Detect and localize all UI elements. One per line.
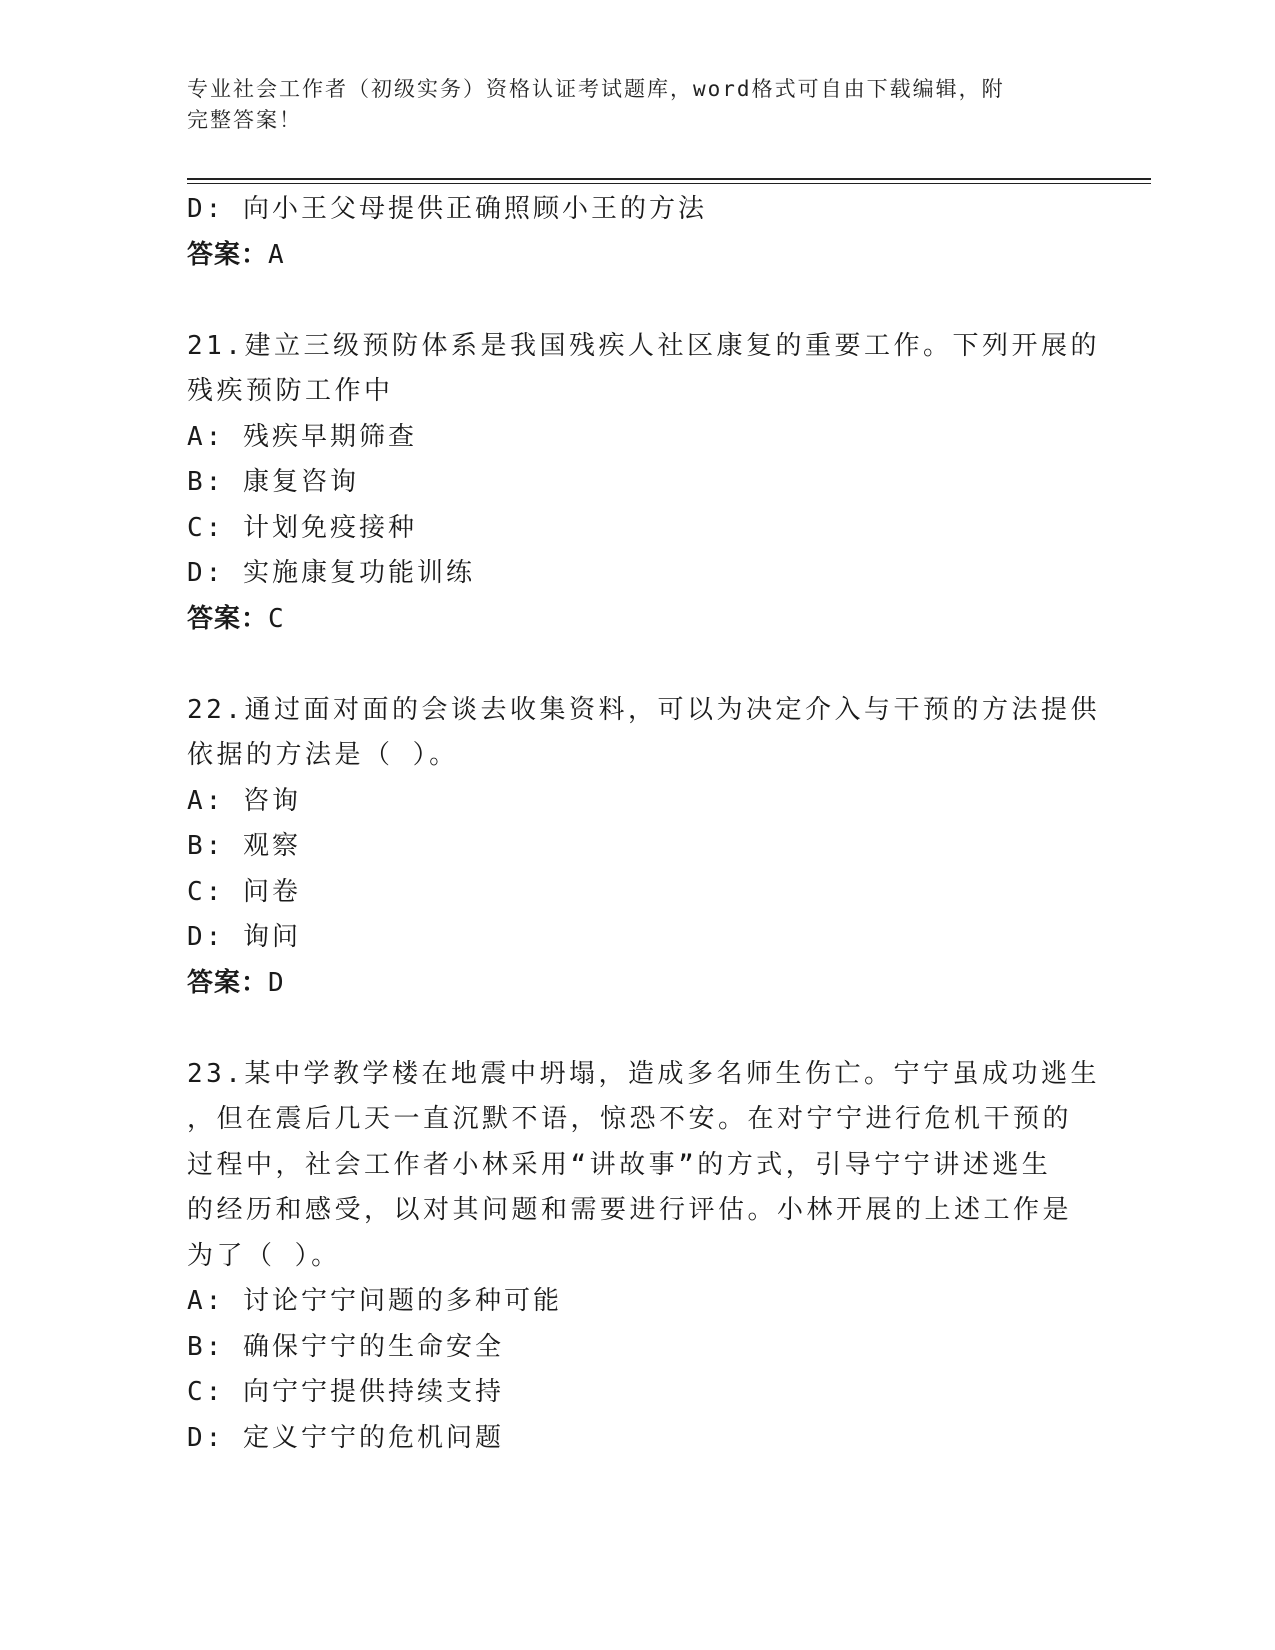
option-d: D: 定义宁宁的危机问题 [187, 1422, 504, 1453]
header-rule-thin [187, 183, 1151, 184]
page-header [187, 74, 1067, 136]
answer-line [187, 961, 1087, 1007]
option-a: A: 讨论宁宁问题的多种可能 [187, 1286, 562, 1316]
question-stem-line: 为了（ ）。 [187, 1240, 341, 1271]
answer-line [187, 233, 1087, 279]
answer-label: 答案： [187, 239, 269, 270]
answer-value: D [268, 967, 285, 998]
question-stem-line: 依据的方法是（ ）。 [187, 740, 459, 770]
answer-label: 答案： [187, 967, 269, 998]
answer-label: 答案： [187, 603, 269, 634]
question-stem-line: 22.通过面对面的会谈去收集资料，可以为决定介入与干预的方法提供 [187, 694, 1100, 725]
option-a: A: 残疾早期筛查 [187, 421, 417, 452]
option-b: B: 康复咨询 [187, 467, 359, 497]
option-b: B: 确保宁宁的生命安全 [187, 1331, 504, 1362]
question-stem-line: 23.某中学教学楼在地震中坍塌，造成多名师生伤亡。宁宁虽成功逃生 [187, 1058, 1100, 1089]
question-stem-line: 残疾预防工作中 [187, 376, 394, 406]
option-c: C: 计划免疫接种 [187, 512, 417, 543]
answer-value: C [268, 603, 285, 634]
question-stem-line: ，但在震后几天一直沉默不语，惊恐不安。在对宁宁进行危机干预的 [187, 1104, 1073, 1134]
question-21 [187, 324, 1100, 643]
option-d: D: 实施康复功能训练 [187, 558, 475, 588]
option-a: A: 咨询 [187, 785, 301, 816]
question-stem-line: 21.建立三级预防体系是我国残疾人社区康复的重要工作。下列开展的 [187, 330, 1100, 361]
question-23 [187, 1052, 1100, 1462]
option-b: B: 观察 [187, 831, 301, 861]
document-body [187, 187, 1100, 1461]
option-d: D: 向小王父母提供正确照顾小王的方法 [187, 194, 707, 224]
header-rule-thick [187, 178, 1151, 180]
option-c: C: 向宁宁提供持续支持 [187, 1377, 504, 1407]
header-line-2: 完整答案！ [187, 108, 302, 132]
option-d: D: 询问 [187, 922, 301, 952]
option-c: C: 问卷 [187, 876, 301, 907]
answer-value: A [268, 239, 285, 270]
header-line-1: 专业社会工作者（初级实务）资格认证考试题库，word格式可自由下载编辑，附 [187, 77, 1005, 101]
question-stem-line: 的经历和感受，以对其问题和需要进行评估。小林开展的上述工作是 [187, 1195, 1073, 1225]
question-22 [187, 688, 1100, 1007]
answer-line [187, 597, 1087, 643]
question-20-fragment [187, 187, 1087, 278]
question-stem-line: 过程中，社会工作者小林采用“讲故事”的方式，引导宁宁讲述逃生 [187, 1149, 1052, 1180]
